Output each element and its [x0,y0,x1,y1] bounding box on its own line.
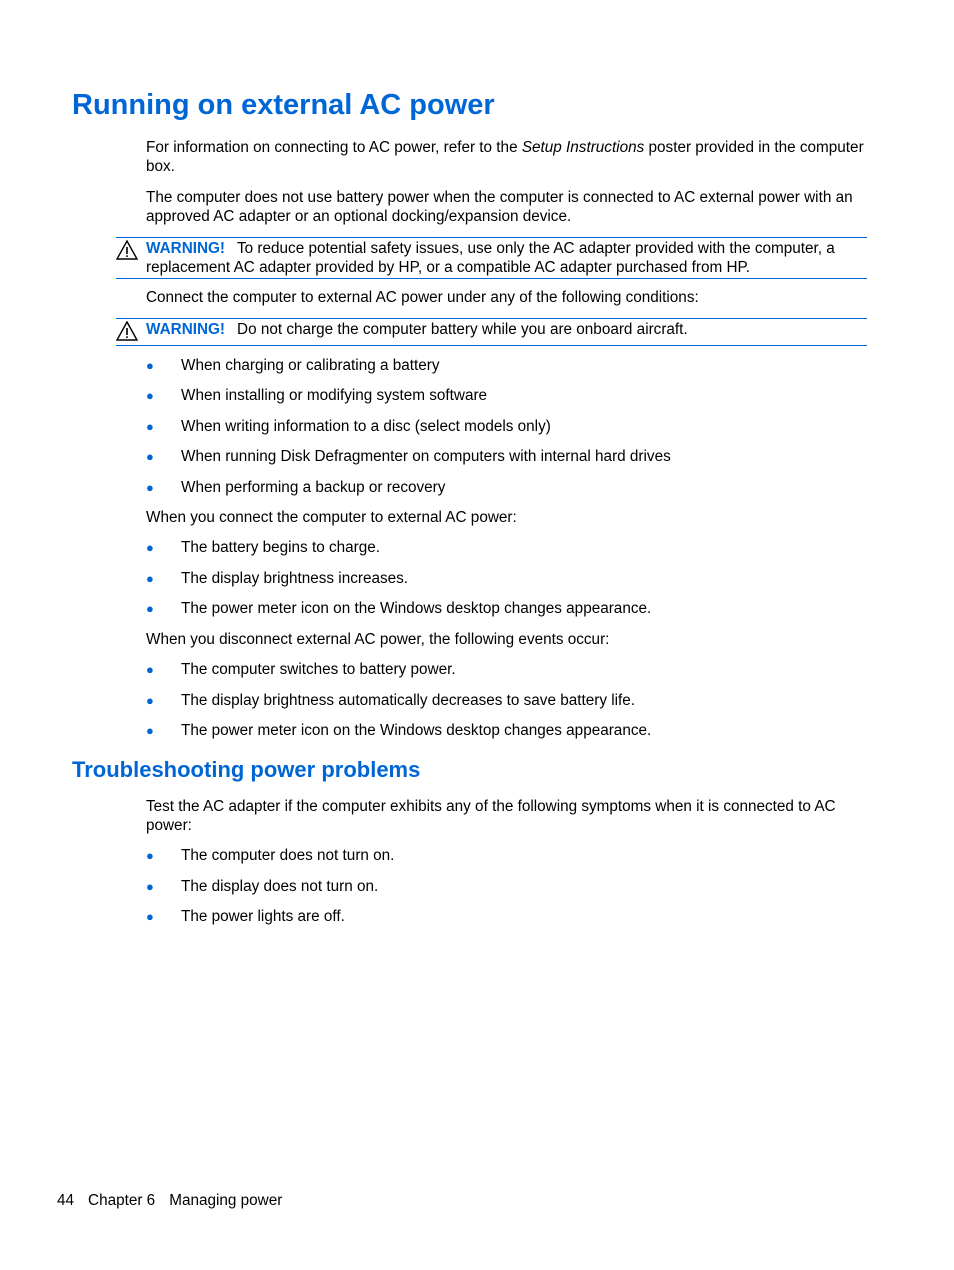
bullet-dot-icon: ● [146,723,154,738]
troubleshooting-paragraph: Test the AC adapter if the computer exhibits any of the following symptoms when it is connected to AC power: [146,798,836,834]
bullet-dot-icon: ● [146,662,154,677]
bullet-dot-icon: ● [146,571,154,586]
intro-text-after: poster provided in the computer box. [146,139,864,175]
list-item [146,691,635,710]
warning-text [146,320,867,339]
warning-body: Do not charge the computer battery while you are onboard aircraft. [237,321,688,338]
bullet-dot-icon: ● [146,388,154,403]
list-item [146,478,445,497]
bullet-dot-icon: ● [146,848,154,863]
bullet-dot-icon: ● [146,480,154,495]
bullet-dot-icon: ● [146,540,154,555]
intro-text-before: For information on connecting to AC power, refer to the [146,139,522,156]
list-item-text: The power meter icon on the Windows desktop changes appearance. [181,722,652,739]
list-item-text: The battery begins to charge. [181,539,380,556]
bullet-dot-icon: ● [146,879,154,894]
list-item [146,599,651,618]
page-number: 44 [57,1192,75,1209]
conditions-intro: Connect the computer to external AC power under any of the following conditions: [146,289,699,306]
bullet-dot-icon: ● [146,419,154,434]
connect-intro: When you connect the computer to external AC power: [146,509,517,526]
warning-triangle-icon [116,240,138,260]
disconnect-intro: When you disconnect external AC power, the following events occur: [146,631,610,648]
section-heading: Troubleshooting power problems [72,757,421,782]
page-footer [57,1192,296,1210]
list-item-text: The computer switches to battery power. [181,661,456,678]
warning-label: WARNING! [146,321,226,338]
list-item [146,660,456,679]
list-item-text: When charging or calibrating a battery [181,357,440,374]
warning-box-aircraft [116,318,867,346]
bullet-dot-icon: ● [146,358,154,373]
list-item-text: When performing a backup or recovery [181,479,446,496]
list-item-text: The display brightness increases. [181,570,409,587]
list-item-text: The power meter icon on the Windows desktop changes appearance. [181,600,652,617]
list-item [146,721,651,740]
warning-box-adapter [116,237,867,279]
list-item-text: The display does not turn on. [181,878,379,895]
warning-triangle-icon [116,321,138,341]
setup-instructions-title: Setup Instructions [521,139,645,156]
warning-text [146,239,867,277]
bullet-dot-icon: ● [146,909,154,924]
page-title: Running on external AC power [72,89,495,121]
list-item [146,417,551,436]
list-item-text: When running Disk Defragmenter on computers with internal hard drives [181,448,671,465]
list-item [146,846,394,865]
bullet-dot-icon: ● [146,601,154,616]
list-item [146,907,345,926]
list-item [146,538,380,557]
list-item [146,386,487,405]
warning-label: WARNING! [146,240,226,257]
list-item-text: The display brightness automatically decreases to save battery life. [181,692,636,709]
list-item [146,877,378,896]
chapter-label: Chapter 6 [88,1192,156,1209]
list-item-text: When writing information to a disc (select models only) [181,418,551,435]
list-item-text: The power lights are off. [181,908,345,925]
list-item [146,447,671,466]
bullet-dot-icon: ● [146,449,154,464]
bullet-dot-icon: ● [146,693,154,708]
warning-body: To reduce potential safety issues, use only the AC adapter provided with the computer, a replacement AC adapter provided by HP, or a compatible AC adapter purchased from HP. [146,240,835,276]
list-item [146,569,408,588]
battery-paragraph: The computer does not use battery power when the computer is connected to AC external power with an approved AC adapter or an optional docking/expansion device. [146,189,853,225]
chapter-title: Managing power [169,1192,283,1209]
list-item-text: When installing or modifying system software [181,387,488,404]
intro-paragraph [146,138,870,176]
list-item [146,356,440,375]
list-item-text: The computer does not turn on. [181,847,395,864]
